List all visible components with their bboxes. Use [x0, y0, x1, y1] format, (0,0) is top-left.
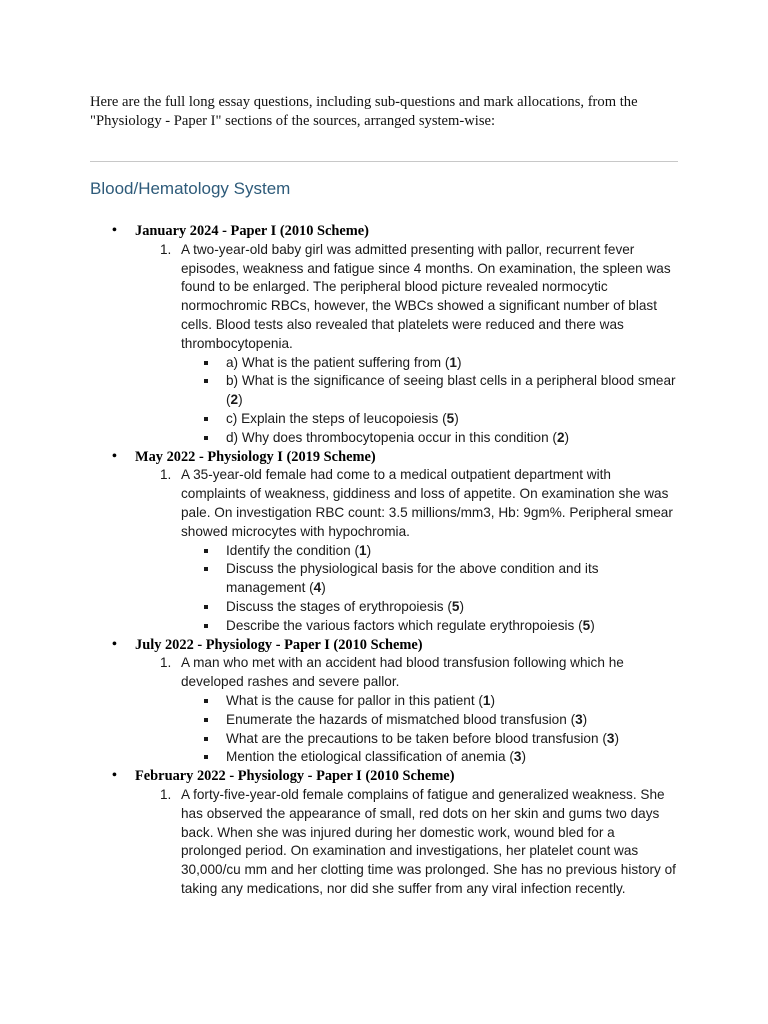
mark-allocation: 1 [482, 692, 491, 708]
sub-question-text: Mention the etiological classification of anemia [226, 749, 506, 765]
sub-question-text: What are the precautions to be taken before blood transfusion [226, 730, 599, 746]
question-number: 1. [160, 655, 172, 671]
horizontal-divider [90, 161, 678, 162]
bullet-icon: • [112, 223, 117, 238]
sub-question: Describe the various factors which regulate erythropoiesis (5) [0, 617, 676, 636]
exam-heading-text: February 2022 - Physiology - Paper I (2010 Scheme) [135, 768, 455, 785]
sub-question-text: Identify the condition [226, 542, 351, 558]
square-bullet-icon [204, 718, 208, 722]
question-text [0, 654, 677, 692]
exam-heading [0, 636, 768, 655]
sub-question-text: Discuss the physiological basis for the above condition and its management [226, 561, 599, 596]
mark-allocation: 4 [313, 580, 322, 596]
question-body: A forty-five-year-old female complains of fatigue and generalized weakness. She has observed the appearance of small, red dots on her skin and gums two days back. When she was injured during her domestic work, wound bled for a prolonged period. On examination and investigations, her platelet count was 30,000/cu mm and her clotting time was prolonged. She has no previous history of taking any medications, nor did she suffer from any viral infection recently. [181, 786, 676, 896]
bullet-icon: • [112, 448, 117, 464]
square-bullet-icon [204, 379, 208, 383]
sub-question: d) Why does thrombocytopenia occur in this condition (2) [0, 429, 676, 448]
sub-question: Discuss the stages of erythropoiesis (5) [0, 598, 676, 617]
mark-allocation: 3 [513, 749, 522, 765]
sub-question: b) What is the significance of seeing blast cells in a peripheral blood smear (2) [0, 372, 676, 410]
intro-paragraph: Here are the full long essay questions, including sub-questions and mark allocations, from the "Physiology - Paper I" sections of the sources, arranged system-wise: [90, 94, 638, 129]
mark-allocation: 1 [449, 354, 457, 370]
exam-heading-text: January 2024 - Paper I (2010 Scheme) [135, 223, 369, 239]
exam-heading-text: July 2022 - Physiology - Paper I (2010 Scheme) [135, 636, 423, 653]
mark-allocation: 5 [446, 410, 455, 426]
question-number: 1. [160, 241, 172, 257]
exam-heading [0, 767, 768, 786]
question-number: 1. [160, 786, 172, 802]
mark-allocation: 2 [556, 429, 565, 445]
mark-allocation: 2 [230, 392, 239, 408]
square-bullet-icon [204, 549, 208, 553]
sub-question-text: d) Why does thrombocytopenia occur in this condition [226, 429, 549, 445]
square-bullet-icon [204, 567, 208, 571]
sub-question: What are the precautions to be taken before blood transfusion (3) [0, 730, 676, 749]
square-bullet-icon [204, 699, 208, 703]
question-body: A man who met with an accident had blood transfusion following which he developed rashes and severe pallor. [181, 655, 624, 690]
sub-question-text: Enumerate the hazards of mismatched blood transfusion [226, 711, 567, 727]
exam-heading [0, 222, 768, 241]
sub-question: c) Explain the steps of leucopoiesis (5) [0, 410, 676, 429]
question-list [0, 222, 768, 899]
sub-question-text: Describe the various factors which regulate erythropoiesis [226, 617, 575, 633]
square-bullet-icon [204, 605, 208, 609]
mark-allocation: 5 [451, 598, 460, 614]
sub-question-text: c) Explain the steps of leucopoiesis [226, 410, 439, 426]
sub-question: Discuss the physiological basis for the above condition and its management (4) [0, 560, 676, 598]
square-bullet-icon [204, 755, 208, 759]
sub-question: Identify the condition (1) [0, 542, 676, 561]
question-text [0, 786, 677, 899]
sub-question: What is the cause for pallor in this patient (1) [0, 692, 676, 711]
mark-allocation: 1 [359, 542, 367, 558]
mark-allocation: 3 [606, 730, 615, 746]
square-bullet-icon [204, 361, 208, 365]
question-number: 1. [160, 467, 172, 483]
square-bullet-icon [204, 417, 208, 421]
sub-question-text: What is the cause for pallor in this patient [226, 692, 475, 708]
mark-allocation: 5 [582, 617, 591, 633]
sub-question: a) What is the patient suffering from (1) [0, 354, 676, 373]
square-bullet-icon [204, 737, 208, 741]
question-text [0, 241, 677, 354]
exam-heading [0, 448, 768, 467]
question-body: A 35-year-old female had come to a medical outpatient department with complaints of weakness, giddiness and loss of appetite. On examination she was pale. On investigation RBC count: 3.5 millions/mm3, Hb: 9gm%. Peripheral smear showed microcytes with hypochromia. [181, 467, 673, 539]
sub-question: Mention the etiological classification of anemia (3) [0, 748, 676, 767]
square-bullet-icon [204, 624, 208, 628]
mark-allocation: 3 [575, 711, 583, 727]
bullet-icon: • [112, 636, 117, 652]
bullet-icon: • [112, 768, 117, 784]
question-text [0, 466, 677, 541]
exam-heading-text: May 2022 - Physiology I (2019 Scheme) [135, 448, 376, 465]
sub-question-text: Discuss the stages of erythropoiesis [226, 598, 444, 614]
section-heading: Blood/Hematology System [90, 179, 291, 198]
sub-question: Enumerate the hazards of mismatched blood transfusion (3) [0, 711, 676, 730]
sub-question-text: a) What is the patient suffering from [226, 354, 442, 370]
sub-question-text: b) What is the significance of seeing blast cells in a peripheral blood smear [226, 373, 676, 389]
question-body: A two-year-old baby girl was admitted presenting with pallor, recurrent fever episodes, weakness and fatigue since 4 months. On examination, the spleen was found to be enlarged. The peripheral blood picture revealed normocytic normochromic RBCs, however, the WBCs showed a significant number of blast cells. Blood tests also revealed that platelets were reduced and there was thrombocytopenia. [181, 241, 671, 351]
square-bullet-icon [204, 436, 208, 440]
